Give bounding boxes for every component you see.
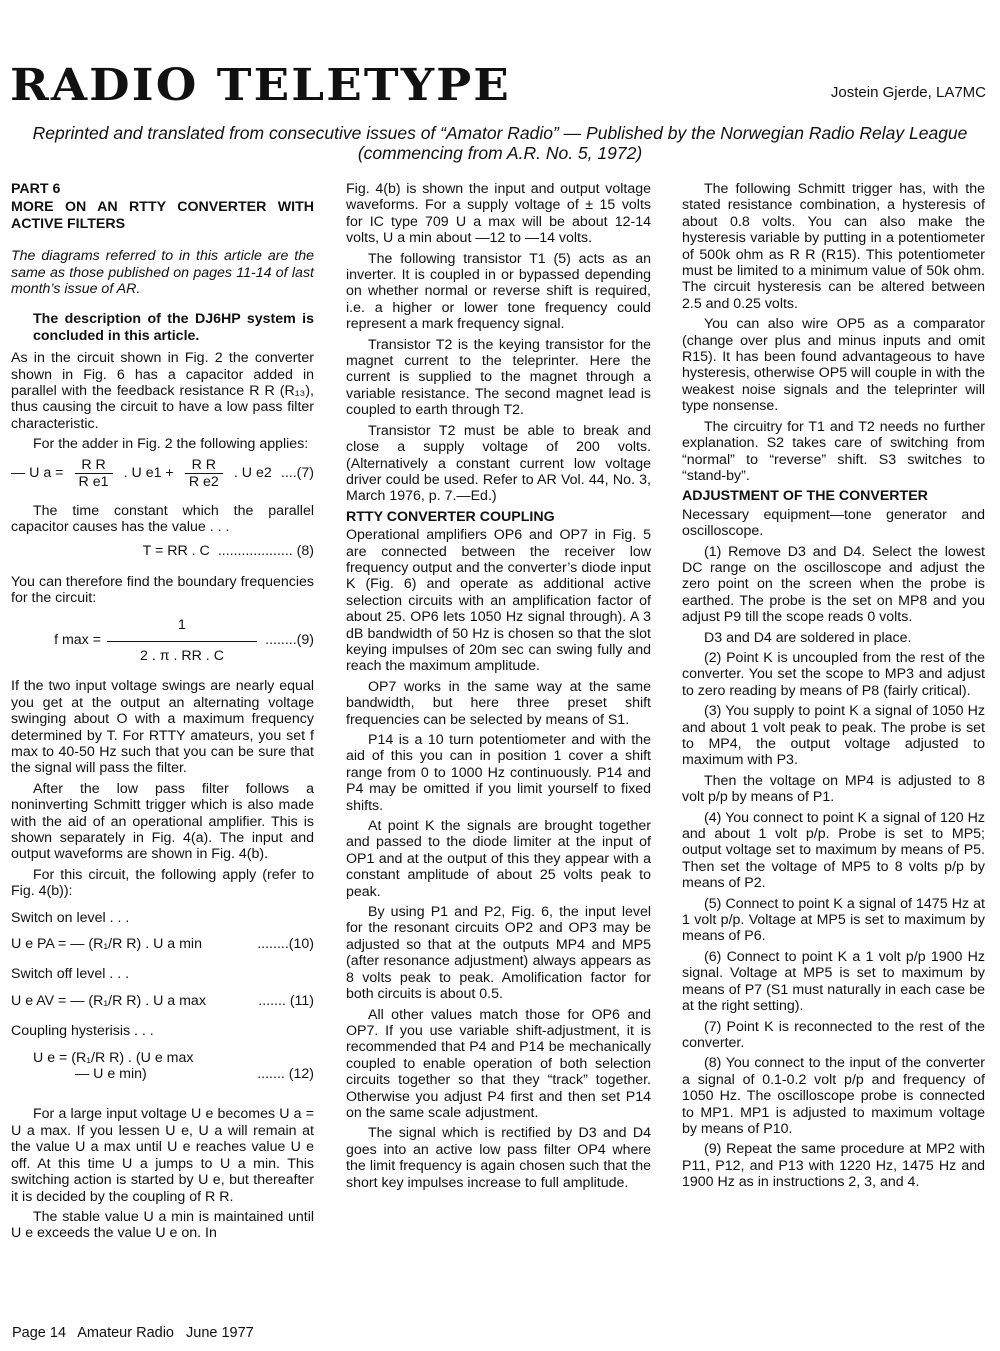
paragraph: P14 is a 10 turn potentiometer and with the aid of this you can in position 1 cover a shift range from 0 to 1000 Hz continuously. P14 and P4 may be omitted if you limit yourself to fixed shifts. [346,732,651,814]
step-9: (9) Repeat the same procedure at MP2 with P11, P12, and P13 with 1220 Hz, 1475 Hz and 1900 Hz as in instructions 2, 3, and 4. [682,1141,985,1191]
equation-number: ....... (11) [258,992,314,1009]
label-switch-off: Switch off level . . . [11,966,130,983]
numerator: R R [81,456,106,473]
step-6: (6) Connect to point K a 1 volt p/p 1900 Hz signal. Voltage at MP5 is set to maximum by means of P7 (S1 must naturally in each case be at the right setting). [682,948,985,1015]
bold-note: The description of the DJ6HP system is concluded in this article. [33,311,314,344]
column-2 [346,181,651,1195]
author-byline: Jostein Gjerde, LA7MC [830,84,986,101]
paragraph: Transistor T2 is the keying transistor for the magnet current to the teleprinter. Here the current is supplied to the magnet through a variable resistance. The second magnet lead is coupled to earth through T2. [346,336,651,419]
paragraph: You can therefore find the boundary frequencies for the circuit: [11,573,314,607]
step-1: (1) Remove D3 and D4. Select the lowest DC range on the oscilloscope and adjust the zero point on the screen when the probe is earthed. The probe is the set on MP8 and you adjust P9 till the scope reads 0 volts. [682,543,985,626]
fraction [185,457,223,491]
column-3 [682,181,985,1195]
paragraph: Operational amplifiers OP6 and OP7 in Fig. 5 are connected between the receiver low frequency output and the converter’s diode input K (Fig. 6) and operate as additional active selection circuits with an amplification factor of about 25. OP6 lets 1050 Hz signal through). A 3 dB bandwidth of 50 Hz is chosen so that the slot keying impulses of 20m sec can swing fully and reach the maximum amplitude. [346,527,651,675]
section-heading: ADJUSTMENT OF THE CONVERTER [682,488,928,505]
paragraph: For a large input voltage U e becomes U a = U a max. If you lessen U e, U a will remain at the value U a max until U e reaches value U e off. At this time U a jumps to U a min. This switching action is started by U e, but thereafter it is decided by the coupling of R R. [11,1106,314,1205]
paragraph: The signal which is rectified by D3 and D4 goes into an active low pass filter OP4 where the limit frequency is again chosen such that the short key impulses increase to full amplitude. [346,1125,651,1191]
paragraph: The following Schmitt trigger has, with the stated resistance combination, a hysteresis of about 0.8 volts. You can also make the hysteresis variable by putting in a potentiometer of 500k ohm as R R (R15). This potentiometer must be limited to a minimum value of 50k ohm. The circuit hysteresis can be altered between 2.5 and 0.25 volts. [682,181,985,312]
numerator: 1 [178,616,186,633]
numerator: R R [191,456,217,473]
equation-10 [11,936,314,952]
issue-date: June 1977 [186,1325,254,1341]
step-7: (7) Point K is reconnected to the rest of the converter. [682,1018,985,1051]
equation-12 [33,1050,314,1083]
paragraph: For this circuit, the following apply (refer to Fig. 4(b)): [11,866,314,900]
page-footer [12,1324,262,1342]
page-number: Page 14 [12,1325,67,1341]
equation-lhs: f max = [54,632,101,649]
equation-9 [11,617,314,665]
paragraph: All other values match those for OP6 and OP7. If you use variable shift-adjustment, it is recommended that P4 and P14 be mechanically coupled to enable operation of both selection circuits together so that they “track” together. Otherwise you adjust P4 first and then set P14 on the same scale adjustment. [346,1006,651,1121]
paragraph: The stable value U a min is maintained until U e exceeds the value U e on. In [11,1208,314,1242]
paragraph: The circuitry for T1 and T2 needs no further explanation. S2 takes care of switching from “normal” to “reverse” shift. S3 switches to “stand-by”. [682,418,985,484]
paragraph: After the low pass filter follows a noninverting Schmitt trigger which is also made with the aid of an operational amplifier. This is shown separately in Fig. 4(a). The input and output waveforms are shown in Fig. 4(b). [11,780,314,863]
paragraph: If the two input voltage swings are nearly equal you get at the output an alternating voltage swinging about O with a maximum frequency determined by T. For RTTY amateurs, you set f max to 40-50 Hz such that you can be sure that the signal will pass the filter. [11,678,314,777]
label-coupling-hysteresis: Coupling hysterisis . . . [11,1023,154,1040]
column-1 [11,181,314,1246]
section-heading: MORE ON AN RTTY CONVERTER WITH ACTIVE FILTERS [11,199,314,232]
article-title: RADIO TELETYPE [10,60,511,111]
equation-lhs: — U a = [11,465,64,482]
label-switch-on: Switch on level . . . [11,909,130,926]
paragraph: Then the voltage on MP4 is adjusted to 8 volt p/p by means of P1. [682,772,985,806]
paragraph: As in the circuit shown in Fig. 2 the converter shown in Fig. 6 has a capacitor added in parallel with the feedback resistance R R (R₁₃), thus causing the circuit to have a low pass filter characteristic. [11,350,314,432]
equation-expr: U e AV = — (R₁/R R) . U a max [11,992,206,1009]
intro-note: The diagrams referred to in this article are the same as those published on pages 11-14 of last month’s issue of AR. [11,248,314,298]
equation-number: ....(7) [280,465,314,482]
equation-line: U e = (R₁/R R) . (U e max [33,1049,194,1066]
equation-expr: T = RR . C [142,543,210,560]
article-subtitle: Reprinted and translated from consecutive issues of “Amator Radio” — Published by the Norwegian Radio Relay League (commencing from A.R. No. 5, 1972) [32,123,968,163]
paragraph: OP7 works in the same way at the same bandwidth, but here three preset shift frequencies can be selected by means of S1. [346,678,651,728]
paragraph: By using P1 and P2, Fig. 6, the input level for the resonant circuits OP2 and OP3 may be adjusted so that at the outputs MP4 and MP5 (after resonance adjustment) always appears as 8 volts peak to peak. Amolification factor for both circuits is about 0.5. [346,904,651,1003]
paragraph: You can also wire OP5 as a comparator (change over plus and minus inputs and omit R15). It has been found advantageous to have hysteresis, otherwise OP5 will couple in with the weakest noise signals and the teleprinter will type nonsense. [682,316,985,415]
paragraph: The time constant which the parallel capacitor causes has the value . . . [11,502,314,535]
step-2: (2) Point K is uncoupled from the rest of the converter. You set the scope to MP3 and adjust to zero reading by means of P8 (fairly critical). [682,649,985,699]
step-5: (5) Connect to point K a signal of 1475 Hz at 1 volt p/p. Voltage at MP5 is set to maximum by means of P6. [682,895,985,945]
equation-expr: U e PA = — (R₁/R R) . U a min [11,936,202,953]
equation-line: — U e min) [75,1066,147,1083]
equation-8 [11,543,314,559]
equation-number: ........(9) [265,632,314,649]
denominator: R e2 [185,473,223,490]
paragraph: Necessary equipment—tone generator and oscilloscope. [682,506,985,540]
equation-11 [11,993,314,1009]
equation-term: . U e2 [233,465,272,482]
part-label: PART 6 [11,181,61,197]
magazine-name: Amateur Radio [77,1325,174,1341]
equation-term: . U e1 + [123,465,174,482]
paragraph: At point K the signals are brought together and passed to the diode limiter at the input of OP1 and at the output of this they appear with a constant amplitude of about 25 volts peak to peak. [346,818,651,900]
equation-number: ........(10) [257,936,314,953]
equation-number: ................... (8) [217,543,314,560]
equation-number: ....... (12) [257,1066,314,1083]
step-3: (3) You supply to point K a signal of 1050 Hz and about 1 volt peak to peak. The probe is set to MP4, the output voltage adjusted to maximum with P3. [682,703,985,769]
step-4: (4) You connect to point K a signal of 120 Hz and about 1 volt p/p. Probe is set to MP5; output voltage set to maximum by means of P5. Then set the voltage of MP5 to 8 volts p/p by means of P2. [682,809,985,892]
paragraph: Fig. 4(b) is shown the input and output voltage waveforms. For a supply voltage of ± 15 volts for IC type 709 U a max will be about 12-14 volts, U a min about —12 to —14 volts. [346,181,651,247]
paragraph: D3 and D4 are soldered in place. [704,629,912,646]
section-heading: RTTY CONVERTER COUPLING [346,508,555,525]
paragraph: Transistor T2 must be able to break and close a supply voltage of 200 volts. (Alternatively a constant current low voltage driver could be used. Refer to AR Vol. 44, No. 3, March 1976, p. 7.—Ed.) [346,422,651,505]
paragraph: For the adder in Fig. 2 the following applies: [33,436,309,453]
step-8: (8) You connect to the input of the converter a signal of 0.1-0.2 volt p/p and frequency of 1050 Hz. The oscilloscope probe is connected to MP1. MP1 is adjusted to maximum voltage by means of P10. [682,1055,985,1137]
fraction [107,617,257,665]
equation-7 [11,457,314,491]
denominator: 2 . π . RR . C [107,641,257,664]
denominator: R e1 [75,473,113,490]
fraction [75,457,113,491]
paragraph: The following transistor T1 (5) acts as an inverter. It is coupled in or bypassed depending on whether normal or reverse shift is required, i.e. a higher or lower tone frequency could represent a mark frequency signal. [346,250,651,333]
